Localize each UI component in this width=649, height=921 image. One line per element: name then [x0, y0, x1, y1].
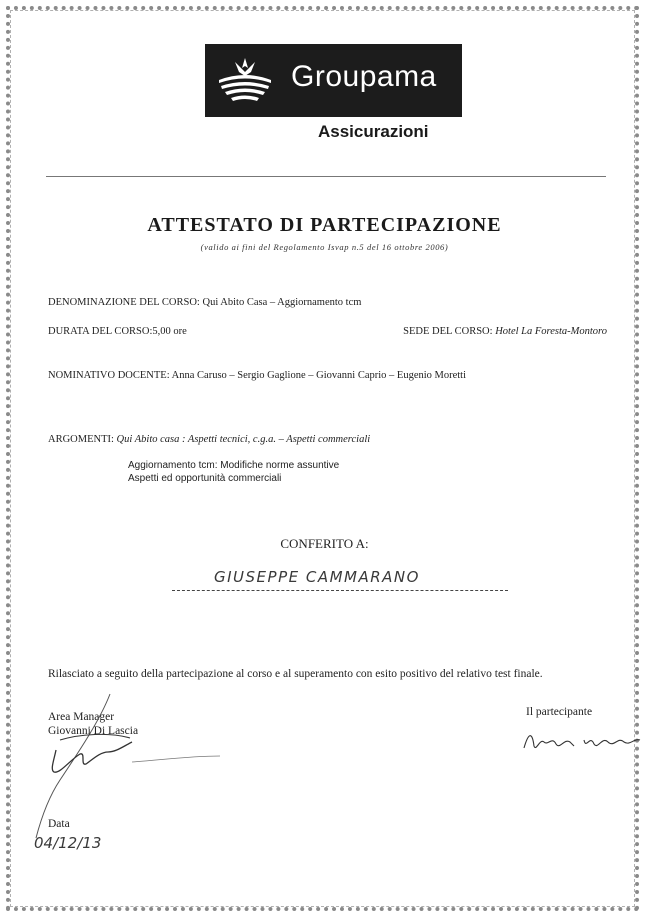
course-location-value: Hotel La Foresta-Montoro: [495, 326, 607, 337]
course-duration-value: 5,00 ore: [152, 326, 187, 337]
topics-line-2: Aggiornamento tcm: Modifiche norme assuntive: [128, 460, 340, 471]
course-duration-row: [48, 326, 187, 337]
date-handwritten: 04/12/13: [34, 834, 102, 852]
participant-signature: [520, 724, 644, 758]
course-location-label: SEDE DEL CORSO:: [403, 326, 493, 337]
document-title: ATTESTATO DI PARTECIPAZIONE: [147, 214, 502, 236]
logo-brand-name: Groupama: [291, 60, 437, 93]
logo-subtitle: Assicurazioni: [318, 122, 429, 141]
conferred-label: CONFERITO A:: [280, 536, 369, 551]
course-duration-label: DURATA DEL CORSO:: [48, 326, 153, 337]
topics-line-3: Aspetti ed opportunità commerciali: [128, 473, 282, 484]
topics-row: [48, 434, 370, 445]
participant-label: Il partecipante: [526, 706, 593, 718]
topics-label: ARGOMENTI:: [48, 434, 114, 445]
manager-role: Area Manager: [48, 711, 115, 723]
course-name-row: [48, 297, 361, 308]
recipient-signature-line: [172, 590, 508, 591]
document-subtitle: (valido ai fini del Regolamento Isvap n.5 del 16 ottobre 2006): [200, 242, 449, 252]
topics-line-1: Qui Abito casa : Aspetti tecnici, c.g.a. – Aspetti commerciali: [116, 434, 371, 445]
date-label: Data: [48, 818, 70, 830]
teachers-label: NOMINATIVO DOCENTE:: [48, 370, 170, 381]
recipient-name-handwritten: GIUSEPPE CAMMARANO: [214, 568, 420, 586]
issuance-statement: Rilasciato a seguito della partecipazione al corso e al superamento con esito positivo del relativo test finale.: [48, 668, 543, 680]
course-name-value: Qui Abito Casa – Aggiornamento tcm: [202, 297, 362, 308]
teachers-row: [48, 370, 466, 381]
logo: [205, 44, 462, 117]
teachers-value: Anna Caruso – Sergio Gaglione – Giovanni Caprio – Eugenio Moretti: [171, 370, 467, 381]
course-name-label: DENOMINAZIONE DEL CORSO:: [48, 297, 200, 308]
header-divider: [46, 176, 606, 177]
groupama-wheat-emblem-icon: [217, 54, 273, 106]
course-location-row: [403, 326, 607, 337]
manager-name: Giovanni Di Lascia: [48, 725, 139, 737]
